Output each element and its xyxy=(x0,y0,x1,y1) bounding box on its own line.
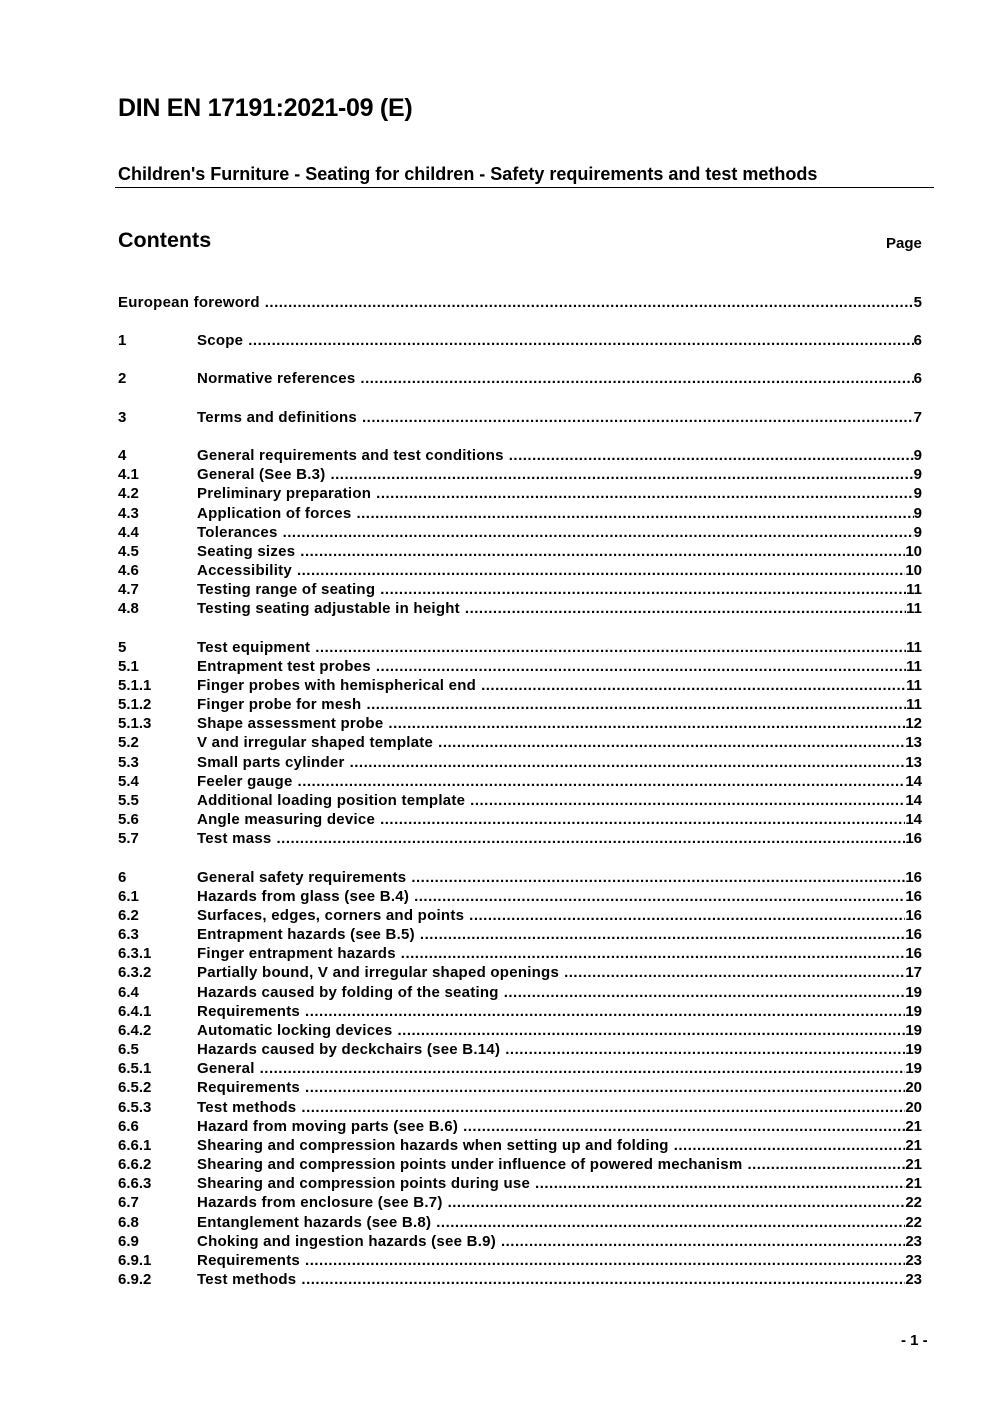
toc-entry-number: 5.1.3 xyxy=(118,715,152,732)
toc-entry-title: Application of forces xyxy=(197,505,352,522)
toc-entry[interactable] xyxy=(118,695,922,714)
toc-entry[interactable] xyxy=(118,331,922,350)
toc-dot-leader xyxy=(255,1059,906,1078)
toc-entry-page: 22 xyxy=(905,1194,922,1211)
toc-entry-title: Test mass xyxy=(197,830,272,847)
toc-entry-number: 6.6.1 xyxy=(118,1137,152,1154)
toc-entry-number: 6.6.2 xyxy=(118,1156,152,1173)
toc-entry[interactable] xyxy=(118,446,922,465)
toc-entry-number: 6.7 xyxy=(118,1194,139,1211)
toc-entry[interactable] xyxy=(118,561,922,580)
toc-entry[interactable] xyxy=(118,1078,922,1097)
toc-entry-number: 6.8 xyxy=(118,1214,139,1231)
toc-dot-leader xyxy=(406,868,905,887)
toc-entry[interactable] xyxy=(118,676,922,695)
toc-dot-leader xyxy=(409,887,905,906)
toc-entry-title: Hazards from enclosure (see B.7) xyxy=(197,1194,443,1211)
toc-entry-page: 11 xyxy=(906,581,922,598)
document-title: Children's Furniture - Seating for children - Safety requirements and test methods xyxy=(118,164,818,184)
toc-entry-page: 21 xyxy=(905,1118,922,1135)
toc-entry-number: 6.2 xyxy=(118,907,139,924)
toc-dot-leader xyxy=(499,983,906,1002)
toc-dot-leader xyxy=(458,1117,905,1136)
toc-dot-leader xyxy=(443,1193,906,1212)
toc-entry[interactable] xyxy=(118,887,922,906)
document-id: DIN EN 17191:2021-09 (E) xyxy=(118,94,413,122)
toc-entry[interactable] xyxy=(118,1251,922,1270)
toc-dot-leader xyxy=(559,963,905,982)
toc-entry-number: 4.3 xyxy=(118,505,139,522)
toc-dot-leader xyxy=(272,829,906,848)
toc-entry[interactable] xyxy=(118,599,922,618)
toc-entry[interactable] xyxy=(118,983,922,1002)
toc-entry[interactable] xyxy=(118,791,922,810)
toc-entry[interactable] xyxy=(118,1059,922,1078)
toc-entry-number: 6.5 xyxy=(118,1041,139,1058)
toc-entry[interactable] xyxy=(118,829,922,848)
toc-entry-page: 23 xyxy=(905,1252,922,1269)
toc-entry-title: Hazards caused by deckchairs (see B.14) xyxy=(197,1041,501,1058)
toc-entry-title: Shearing and compression points during use xyxy=(197,1175,531,1192)
page-number: - 1 - xyxy=(901,1332,928,1349)
toc-entry-title: Test methods xyxy=(197,1099,297,1116)
toc-entry-title: V and irregular shaped template xyxy=(197,734,434,751)
toc-dot-leader xyxy=(355,369,913,388)
toc-entry-title: Finger entrapment hazards xyxy=(197,945,396,962)
toc-entry-page: 7 xyxy=(913,409,922,426)
toc-entry-page: 20 xyxy=(905,1099,922,1116)
toc-entry-number: 6.4.2 xyxy=(118,1022,152,1039)
toc-dot-leader xyxy=(295,542,905,561)
toc-dot-leader xyxy=(530,1174,905,1193)
toc-entry-page: 9 xyxy=(913,447,922,464)
toc-entry-page: 13 xyxy=(905,754,922,771)
toc-entry-title: Hazards from glass (see B.4) xyxy=(197,888,410,905)
toc-entry-title: Test equipment xyxy=(197,639,311,656)
toc-entry-number: 6.9.2 xyxy=(118,1271,152,1288)
toc-dot-leader xyxy=(300,1251,905,1270)
toc-entry-number: 6.4 xyxy=(118,984,139,1001)
toc-entry-title: Shape assessment probe xyxy=(197,715,384,732)
toc-entry[interactable] xyxy=(118,1270,922,1289)
toc-entry[interactable] xyxy=(118,1117,922,1136)
toc-entry[interactable] xyxy=(118,925,922,944)
toc-entry[interactable] xyxy=(118,1098,922,1117)
toc-entry-page: 11 xyxy=(906,600,922,617)
toc-entry-number: 6 xyxy=(118,869,127,886)
toc-entry-title: Testing range of seating xyxy=(197,581,376,598)
toc-dot-leader xyxy=(260,293,914,312)
toc-dot-leader xyxy=(476,676,906,695)
toc-entry-title: Requirements xyxy=(197,1079,301,1096)
toc-entry-page: 9 xyxy=(913,485,922,502)
toc-dot-leader xyxy=(433,733,905,752)
toc-entry-page: 6 xyxy=(913,370,922,387)
toc-entry[interactable] xyxy=(118,408,922,427)
toc-entry-page: 11 xyxy=(906,639,922,656)
toc-entry-page: 21 xyxy=(905,1156,922,1173)
toc-dot-leader xyxy=(375,810,905,829)
toc-entry-page: 19 xyxy=(905,1003,922,1020)
title-underline xyxy=(115,187,934,188)
toc-entry[interactable] xyxy=(118,753,922,772)
toc-entry-number: 4 xyxy=(118,447,127,464)
toc-entry-number: 2 xyxy=(118,370,127,387)
toc-dot-leader xyxy=(300,1002,905,1021)
toc-entry-page: 9 xyxy=(913,466,922,483)
toc-entry-title: Shearing and compression points under influence of powered mechanism xyxy=(197,1156,743,1173)
toc-entry-title: Small parts cylinder xyxy=(197,754,345,771)
toc-entry-number: 1 xyxy=(118,332,127,349)
toc-entry[interactable] xyxy=(118,1040,922,1059)
toc-entry-number: 5.5 xyxy=(118,792,139,809)
toc-entry-title: Shearing and compression hazards when setting up and folding xyxy=(197,1137,669,1154)
toc-dot-leader xyxy=(375,580,906,599)
toc-dot-leader xyxy=(371,657,906,676)
toc-dot-leader xyxy=(415,925,905,944)
toc-entry-number: 5.3 xyxy=(118,754,139,771)
toc-entry-number: 6.3.2 xyxy=(118,964,152,981)
toc-dot-leader xyxy=(310,638,906,657)
toc-entry-number: 3 xyxy=(118,409,127,426)
toc-entry[interactable] xyxy=(118,1155,922,1174)
toc-entry[interactable] xyxy=(118,1232,922,1251)
toc-dot-leader xyxy=(351,504,913,523)
toc-entry-page: 20 xyxy=(905,1079,922,1096)
toc-entry[interactable] xyxy=(118,1213,922,1232)
toc-entry-number: 6.4.1 xyxy=(118,1003,152,1020)
toc-entry[interactable] xyxy=(118,504,922,523)
toc-entry-page: 11 xyxy=(906,658,922,675)
toc-entry[interactable] xyxy=(118,1174,922,1193)
toc-entry-page: 13 xyxy=(905,734,922,751)
toc-dot-leader xyxy=(504,446,914,465)
toc-entry-title: Test methods xyxy=(197,1271,297,1288)
toc-entry-page: 19 xyxy=(905,984,922,1001)
toc-entry-title: Normative references xyxy=(197,370,356,387)
toc-entry-number: 6.9.1 xyxy=(118,1252,152,1269)
toc-dot-leader xyxy=(464,906,905,925)
toc-dot-leader xyxy=(460,599,906,618)
toc-entry-title: Additional loading position template xyxy=(197,792,466,809)
toc-entry-page: 14 xyxy=(905,773,922,790)
toc-entry-page: 12 xyxy=(905,715,922,732)
toc-entry-page: 9 xyxy=(913,524,922,541)
toc-entry[interactable] xyxy=(118,1002,922,1021)
toc-entry-page: 10 xyxy=(905,543,922,560)
toc-entry-title: Hazard from moving parts (see B.6) xyxy=(197,1118,459,1135)
toc-entry-title: Hazards caused by folding of the seating xyxy=(197,984,499,1001)
toc-entry-number: 5 xyxy=(118,639,127,656)
toc-entry-page: 16 xyxy=(905,945,922,962)
toc-entry-title: Seating sizes xyxy=(197,543,296,560)
toc-dot-leader xyxy=(296,1270,905,1289)
toc-entry-page: 11 xyxy=(906,696,922,713)
toc-dot-leader xyxy=(383,714,905,733)
contents-heading: Contents xyxy=(118,228,212,252)
toc-dot-leader xyxy=(293,772,906,791)
toc-entry-page: 11 xyxy=(906,677,922,694)
toc-entry-number: 6.1 xyxy=(118,888,139,905)
toc-entry-title: Requirements xyxy=(197,1252,301,1269)
toc-entry-number: 5.6 xyxy=(118,811,139,828)
toc-entry-title: Terms and definitions xyxy=(197,409,357,426)
toc-dot-leader xyxy=(292,561,905,580)
toc-entry-title: Tolerances xyxy=(197,524,278,541)
toc-entry-number: 4.7 xyxy=(118,581,139,598)
toc-entry[interactable] xyxy=(118,484,922,503)
toc-dot-leader xyxy=(361,695,906,714)
toc-entry-number: 4.4 xyxy=(118,524,139,541)
toc-entry-number: 5.2 xyxy=(118,734,139,751)
toc-dot-leader xyxy=(500,1040,905,1059)
toc-entry-title: General (See B.3) xyxy=(197,466,326,483)
toc-entry-number: 5.1.2 xyxy=(118,696,152,713)
toc-entry-page: 14 xyxy=(905,792,922,809)
toc-dot-leader xyxy=(243,331,913,350)
toc-entry-number: 5.7 xyxy=(118,830,139,847)
toc-entry-number: 6.5.2 xyxy=(118,1079,152,1096)
toc-dot-leader xyxy=(357,408,914,427)
toc-entry-page: 5 xyxy=(913,294,922,311)
toc-entry-page: 23 xyxy=(905,1271,922,1288)
toc-dot-leader xyxy=(345,753,906,772)
page-column-label: Page xyxy=(886,235,922,252)
toc-entry[interactable] xyxy=(118,657,922,676)
toc-entry-page: 19 xyxy=(905,1022,922,1039)
toc-entry-number: 6.5.1 xyxy=(118,1060,152,1077)
toc-entry-page: 6 xyxy=(913,332,922,349)
toc-dot-leader xyxy=(296,1098,905,1117)
toc-entry[interactable] xyxy=(118,772,922,791)
toc-entry-title: Accessibility xyxy=(197,562,292,579)
toc-entry-page: 16 xyxy=(905,926,922,943)
toc-entry[interactable] xyxy=(118,714,922,733)
toc-entry-page: 19 xyxy=(905,1060,922,1077)
toc-entry-page: 16 xyxy=(905,907,922,924)
toc-dot-leader xyxy=(392,1021,905,1040)
toc-entry-number: 6.6.3 xyxy=(118,1175,152,1192)
toc-entry[interactable] xyxy=(118,542,922,561)
toc-dot-leader xyxy=(742,1155,905,1174)
toc-entry-number: 5.1 xyxy=(118,658,139,675)
toc-entry[interactable] xyxy=(118,638,922,657)
toc-dot-leader xyxy=(496,1232,905,1251)
toc-entry-title: Partially bound, V and irregular shaped openings xyxy=(197,964,560,981)
toc-entry-title: Scope xyxy=(197,332,244,349)
toc-entry-page: 21 xyxy=(905,1137,922,1154)
toc-entry[interactable] xyxy=(118,963,922,982)
toc-entry[interactable] xyxy=(118,944,922,963)
toc-entry-title: Entrapment hazards (see B.5) xyxy=(197,926,415,943)
toc-entry-title: Surfaces, edges, corners and points xyxy=(197,907,465,924)
toc-entry-number: 5.4 xyxy=(118,773,139,790)
toc-dot-leader xyxy=(371,484,914,503)
toc-entry-title: Requirements xyxy=(197,1003,301,1020)
toc-entry-title: Entanglement hazards (see B.8) xyxy=(197,1214,432,1231)
toc-entry-title: General safety requirements xyxy=(197,869,407,886)
toc-entry-number: 4.6 xyxy=(118,562,139,579)
toc-entry-page: 22 xyxy=(905,1214,922,1231)
toc-entry[interactable] xyxy=(118,293,922,312)
toc-entry-title: Angle measuring device xyxy=(197,811,376,828)
toc-entry-title: Choking and ingestion hazards (see B.9) xyxy=(197,1233,496,1250)
toc-entry-title: Finger probes with hemispherical end xyxy=(197,677,477,694)
toc-entry-page: 21 xyxy=(905,1175,922,1192)
toc-dot-leader xyxy=(669,1136,906,1155)
toc-entry[interactable] xyxy=(118,1021,922,1040)
toc-entry-title: European foreword xyxy=(118,294,260,311)
toc-entry-page: 16 xyxy=(905,869,922,886)
toc-entry[interactable] xyxy=(118,810,922,829)
toc-entry-title: Finger probe for mesh xyxy=(197,696,362,713)
toc-entry[interactable] xyxy=(118,580,922,599)
toc-entry-title: Automatic locking devices xyxy=(197,1022,393,1039)
toc-entry-number: 5.1.1 xyxy=(118,677,152,694)
toc-entry-title: General requirements and test conditions xyxy=(197,447,504,464)
toc-dot-leader xyxy=(465,791,905,810)
toc-entry-number: 6.9 xyxy=(118,1233,139,1250)
toc-entry-number: 4.5 xyxy=(118,543,139,560)
toc-entry-page: 16 xyxy=(905,888,922,905)
toc-entry-title: Feeler gauge xyxy=(197,773,293,790)
toc-entry-page: 14 xyxy=(905,811,922,828)
toc-entry-number: 6.3.1 xyxy=(118,945,152,962)
toc-entry[interactable] xyxy=(118,906,922,925)
toc-entry[interactable] xyxy=(118,1136,922,1155)
toc-dot-leader xyxy=(431,1213,905,1232)
toc-entry-number: 4.2 xyxy=(118,485,139,502)
toc-entry[interactable] xyxy=(118,1193,922,1212)
toc-entry[interactable] xyxy=(118,523,922,542)
toc-entry[interactable] xyxy=(118,465,922,484)
toc-entry-page: 10 xyxy=(905,562,922,579)
toc-entry-number: 6.5.3 xyxy=(118,1099,152,1116)
toc-entry-title: Testing seating adjustable in height xyxy=(197,600,460,617)
toc-entry-number: 4.1 xyxy=(118,466,139,483)
toc-entry-page: 23 xyxy=(905,1233,922,1250)
toc-entry-title: General xyxy=(197,1060,255,1077)
toc-entry[interactable] xyxy=(118,868,922,887)
toc-dot-leader xyxy=(278,523,914,542)
toc-entry-page: 9 xyxy=(913,505,922,522)
toc-dot-leader xyxy=(300,1078,905,1097)
toc-dot-leader xyxy=(325,465,913,484)
toc-entry-page: 17 xyxy=(905,964,922,981)
toc-entry[interactable] xyxy=(118,733,922,752)
toc-dot-leader xyxy=(396,944,906,963)
toc-entry-page: 16 xyxy=(905,830,922,847)
toc-entry-number: 6.3 xyxy=(118,926,139,943)
toc-entry-title: Entrapment test probes xyxy=(197,658,371,675)
toc-entry[interactable] xyxy=(118,369,922,388)
toc-entry-page: 19 xyxy=(905,1041,922,1058)
toc-entry-number: 6.6 xyxy=(118,1118,139,1135)
toc-entry-number: 4.8 xyxy=(118,600,139,617)
toc-entry-title: Preliminary preparation xyxy=(197,485,372,502)
